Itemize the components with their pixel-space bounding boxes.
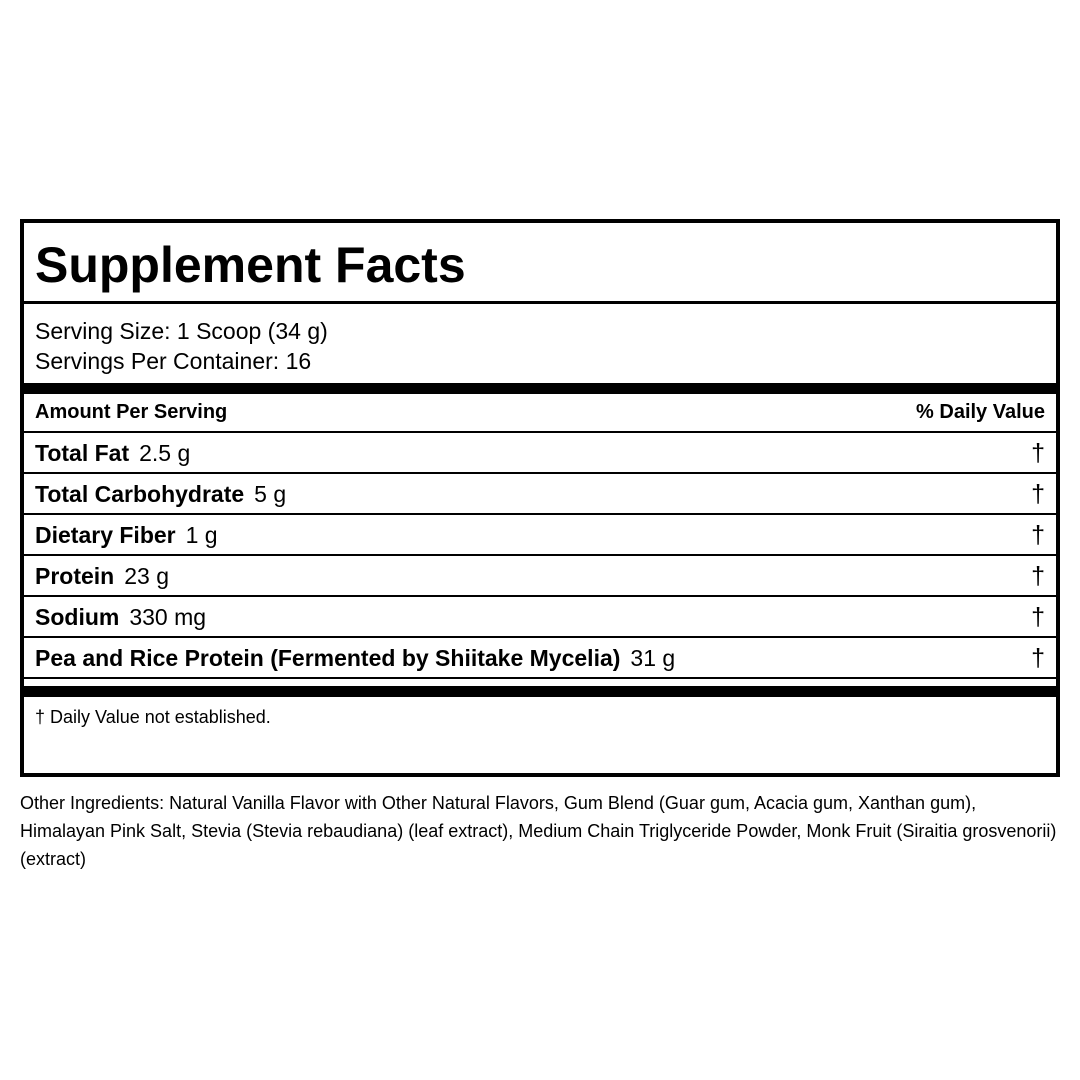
divider-thin	[24, 677, 1056, 686]
nutrient-name: Dietary Fiber	[35, 522, 176, 548]
daily-value-footnote: † Daily Value not established.	[35, 707, 271, 727]
nutrient-amount: 330 mg	[129, 604, 207, 630]
nutrient-row-total-fat	[24, 431, 1056, 472]
nutrient-name: Sodium	[35, 604, 120, 630]
serving-size: Serving Size: 1 Scoop (34 g)	[35, 318, 328, 344]
nutrient-dv: †	[1031, 480, 1045, 508]
nutrient-amount: 31 g	[630, 645, 676, 671]
nutrient-name: Pea and Rice Protein (Fermented by Shiitake Mycelia)	[35, 645, 621, 671]
nutrient-name: Total Carbohydrate	[35, 481, 245, 507]
label-title: Supplement Facts	[35, 237, 466, 293]
nutrient-name: Protein	[35, 563, 115, 589]
nutrient-dv: †	[1031, 439, 1045, 467]
nutrient-row-dietary-fiber	[24, 513, 1056, 554]
servings-per-container: Servings Per Container: 16	[35, 348, 312, 374]
divider-thick	[24, 383, 1056, 394]
nutrient-row-sodium	[24, 595, 1056, 636]
nutrient-amount: 2.5 g	[139, 440, 191, 466]
nutrient-dv: †	[1031, 562, 1045, 590]
nutrient-amount: 5 g	[254, 481, 287, 507]
other-ingredients: Other Ingredients: Natural Vanilla Flavor with Other Natural Flavors, Gum Blend (Guar gum, Acacia gum, Xanthan gum), Himalayan Pink Salt, Stevia (Stevia rebaudiana) (leaf extract), Medium Chain Triglyceride Powder, Monk Fruit (Siraitia grosvenorii) (extract)	[20, 793, 1057, 869]
daily-value-header: % Daily Value	[916, 401, 1045, 423]
divider-thick	[24, 686, 1056, 697]
nutrient-dv: †	[1031, 644, 1045, 672]
nutrient-row-pea-rice-protein	[24, 636, 1056, 677]
amount-header	[24, 394, 1056, 431]
nutrient-row-protein	[24, 554, 1056, 595]
nutrient-name: Total Fat	[35, 440, 130, 466]
nutrient-amount: 23 g	[124, 563, 169, 589]
nutrient-dv: †	[1031, 521, 1045, 549]
serving-info	[24, 304, 1056, 383]
nutrient-dv: †	[1031, 603, 1045, 631]
amount-per-serving-label: Amount Per Serving	[35, 401, 228, 423]
nutrient-amount: 1 g	[185, 522, 218, 548]
nutrient-row-total-carbohydrate	[24, 472, 1056, 513]
supplement-facts-panel	[20, 219, 1060, 777]
